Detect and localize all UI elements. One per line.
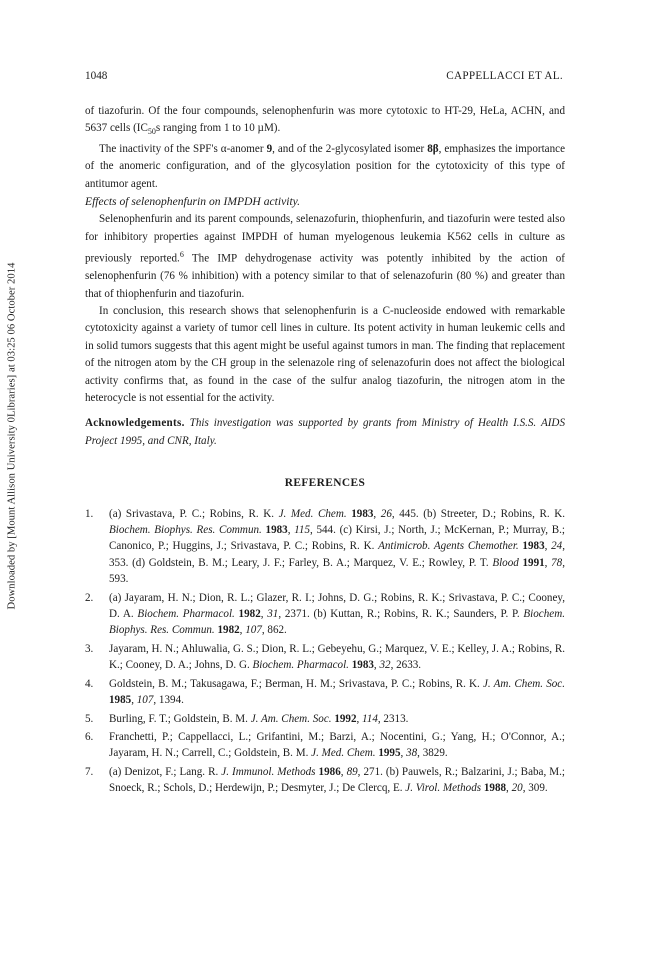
reference-item (85, 676, 565, 709)
ic-suffix: s (155, 122, 161, 135)
reference-item (85, 764, 565, 797)
compound-number: 8β (427, 143, 439, 156)
reference-number: 5. (85, 712, 94, 725)
paragraph-text: of tiazofurin. Of the four compounds, selenophenfurin was more cytotoxic to HT-29, HeLa, ACHN, and 5637 cells ( (85, 105, 565, 135)
reference-number: 6. (85, 730, 94, 743)
reference-text: (a) Denizot, F.; Lang. R. J. Immunol. Methods 1986, 89, 271. (b) Pauwels, R.; Balzarini, J.; Baba, M.; Snoeck, R.; Schols, D.; Herdewijn, P.; Desmyter, J.; De Clercq, E. J. Virol. Methods 1988, 20, 309. (109, 765, 566, 795)
ic-label: IC (136, 122, 148, 135)
paragraph-cytotoxicity (85, 103, 565, 141)
reference-text: (a) Srivastava, P. C.; Robins, R. K. J. Med. Chem. 1983, 26, 445. (b) Streeter, D.; Robins, R. K. Biochem. Biophys. Res. Commun. 1983, 115, 544. (c) Kirsi, J.; North, J.; McKernan, P.; Murray, B.; Canonico, P.; Huggins, J.; Srivastava, P. C.; Robins, R. K. Antimicrob. Agents Chemother. 1983, 24, 353. (d) Goldstein, B. M.; Leary, J. F.; Farley, B. A.; Marquez, V. E.; Rowley, P. T. Blood 1991, 78, 593. (109, 507, 566, 586)
acknowledgements (85, 415, 565, 450)
acknowledgements-label: Acknowledgements. (85, 417, 185, 430)
paragraph-text: The inactivity of the SPF's α-anomer (99, 143, 267, 156)
reference-number: 1. (85, 507, 94, 520)
reference-text: Burling, F. T.; Goldstein, B. M. J. Am. Chem. Soc. 1992, 114, 2313. (109, 712, 409, 725)
reference-text: Franchetti, P.; Cappellacci, L.; Grifantini, M.; Barzi, A.; Nocentini, G.; Yang, H.; O'Connor, A.; Jayaram, H. N.; Carrell, C.; Goldstein, B. M. J. Med. Chem. 1995, 38, 3829. (109, 730, 565, 760)
paragraph-text: Selenophenfurin and its parent compounds, selenazofurin, thiophenfurin, and tiazofurin were tested also for inhibitory properties against IMPDH of human myelogenous leukemia K562 cells in culture as previously reported. (85, 213, 565, 265)
page-number: 1048 (85, 70, 108, 82)
section-subheading: Effects of selenophenfurin on IMPDH activity. (85, 195, 301, 209)
page-header (85, 70, 564, 86)
reference-number: 4. (85, 677, 94, 690)
paragraph-text: , and of the 2-glycosylated isomer (272, 143, 428, 156)
reference-text: Jayaram, H. N.; Ahluwalia, G. S.; Dion, R. L.; Gebeyehu, G.; Marquez, V. E.; Kelley, J. A.; Robins, R. K.; Cooney, D. A.; Johns, D. G. Biochem. Pharmacol. 1983, 32, 2633. (109, 642, 565, 672)
reference-number: 3. (85, 642, 94, 655)
ic-subscript: 50 (147, 127, 156, 137)
paragraph-conclusion: In conclusion, this research shows that selenophenfurin is a C-nucleoside endowed with remarkable cytotoxicity against a variety of tumor cell lines in culture. Its potent activity in human leukemic cells and in solid tumors suggests that this agent might be useful against tumors in man. The finding that replacement of the nitrogen atom by the CH group in the selenazole ring of selenazofurin does not affect the biological activity confirms that, as found in the case of the sulfur analog tiazofurin, the nitrogen atom in the heterocycle is not essential for the activity. (85, 304, 565, 404)
running-head: CAPPELLACCI ET AL. (446, 70, 563, 82)
reference-text: (a) Jayaram, H. N.; Dion, R. L.; Glazer, R. I.; Johns, D. G.; Robins, R. K.; Srivastava, P. C.; Cooney, D. A. Biochem. Pharmacol. 1982, 31, 2371. (b) Kuttan, R.; Robins, R. K.; Saunders, P. P. Biochem. Biophys. Res. Commun. 1982, 107, 862. (109, 591, 565, 637)
compound-number: 9 (266, 143, 273, 156)
citation-superscript: 6 (179, 250, 184, 260)
paragraph-text-end: ranging from 1 to 10 µM). (160, 122, 281, 135)
paragraph-anomer (85, 141, 565, 193)
acknowledgements-text: This investigation was supported by grants from Ministry of Health I.S.S. AIDS Project 1995, and CNR, Italy. (85, 417, 565, 447)
download-notice (2, 251, 22, 621)
references-heading: REFERENCES (284, 477, 366, 490)
download-notice-text: Downloaded by [Mount Allison University 0Libraries] at 03:25 06 October 2014 (6, 262, 18, 610)
reference-item (85, 590, 565, 639)
reference-item (85, 506, 565, 588)
paragraph-impdh (85, 211, 565, 303)
reference-text: Goldstein, B. M.; Takusagawa, F.; Berman, H. M.; Srivastava, P. C.; Robins, R. K. J. Am. Chem. Soc. 1985, 107, 1394. (109, 677, 565, 707)
page-body (85, 103, 565, 799)
reference-number: 2. (85, 591, 94, 604)
reference-item (85, 729, 565, 762)
reference-list (85, 506, 565, 797)
reference-item (85, 711, 565, 727)
reference-number: 7. (85, 765, 94, 778)
paragraph-text: , emphasizes the importance of the anomeric configuration, and of the glycosylation position for the cytotoxicity of this type of antitumor agent. (85, 143, 565, 190)
paragraph-text: The IMP dehydrogenase activity was potently inhibited by the action of selenophenfurin (76 % inhibition) with a potency similar to that of selenazofurin (80 %) and greater than that of thiophenfurin and tiazofurin. (85, 252, 565, 300)
reference-item (85, 641, 565, 674)
